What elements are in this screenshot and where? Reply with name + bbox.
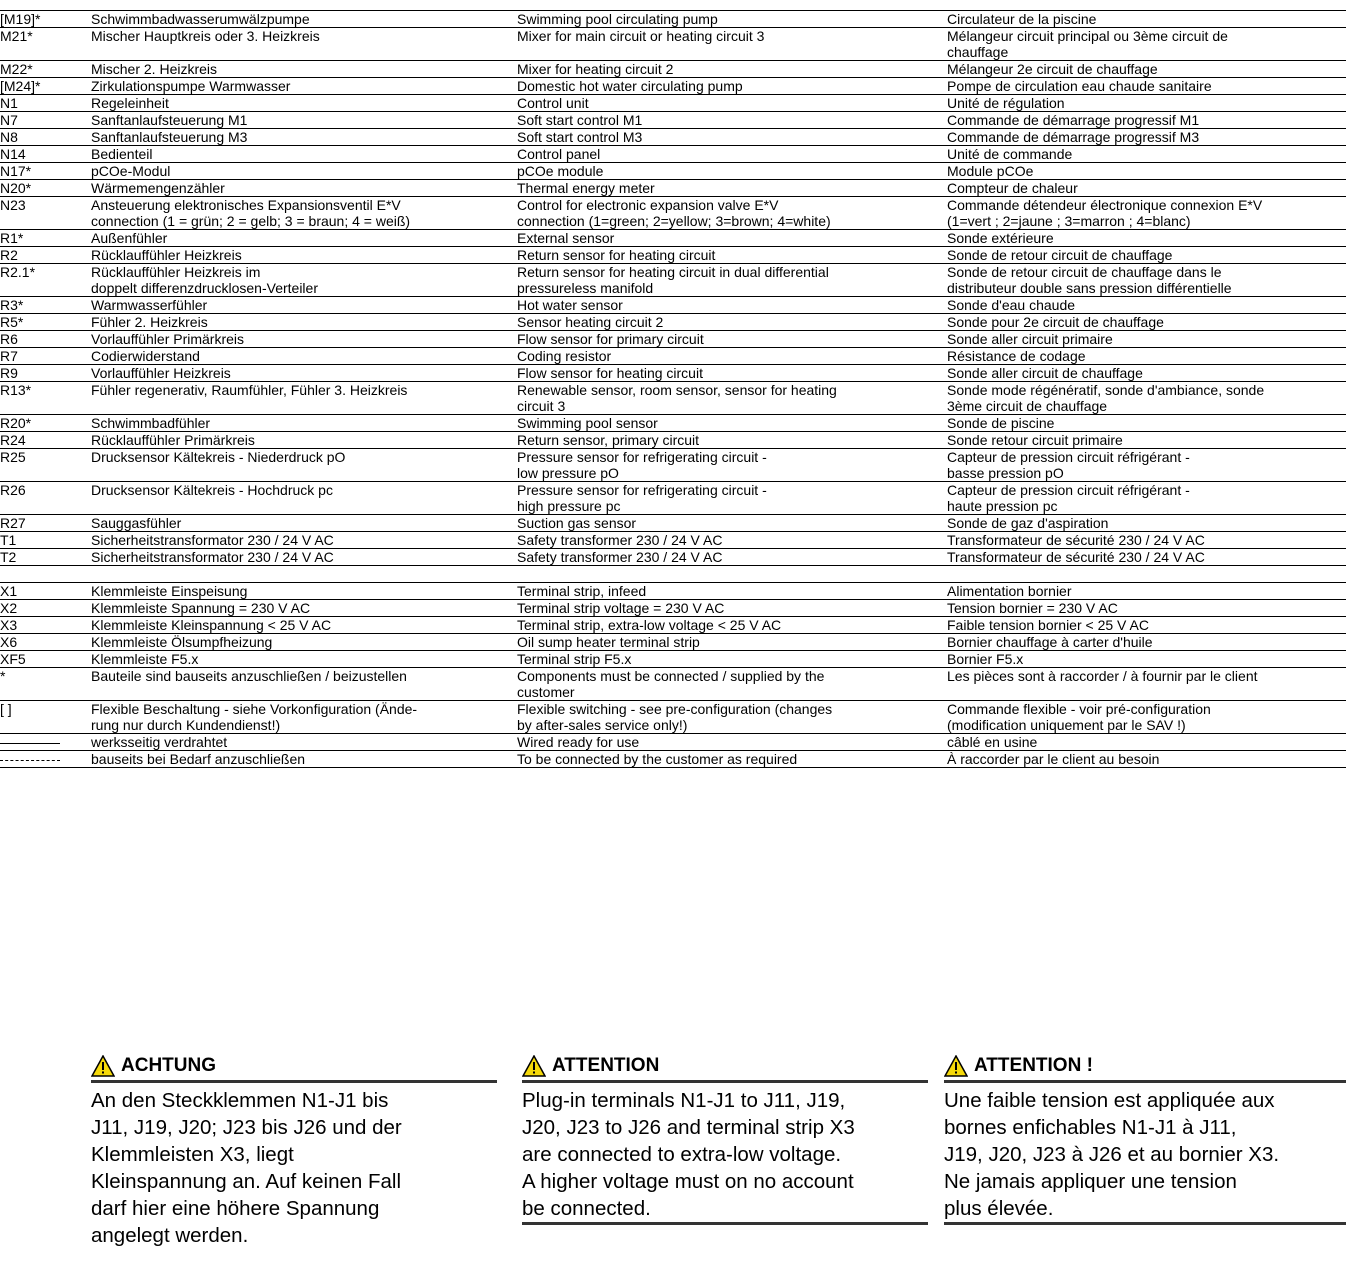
description-fr: Résistance de codage: [944, 348, 1346, 365]
component-code: X1: [0, 583, 83, 600]
description-fr: Circulateur de la piscine: [944, 11, 1346, 28]
warning-triangle-icon: [522, 1055, 546, 1077]
component-code: X2: [0, 600, 83, 617]
description-fr: Transformateur de sécurité 230 / 24 V AC: [944, 532, 1346, 549]
component-code: [ ]: [0, 701, 83, 734]
description-en: Soft start control M3: [514, 129, 944, 146]
table-row: [0, 701, 1346, 734]
description-en: Terminal strip voltage = 230 V AC: [514, 600, 944, 617]
description-en: Swimming pool sensor: [514, 415, 944, 432]
description-en: Suction gas sensor: [514, 515, 944, 532]
warning-en: [522, 1052, 928, 1225]
description-de: Bedienteil: [83, 146, 514, 163]
component-code: N17*: [0, 163, 83, 180]
table-row: [0, 617, 1346, 634]
description-fr: Les pièces sont à raccorder / à fournir par le client: [944, 668, 1346, 701]
table-row: [0, 549, 1346, 566]
description-fr: Unité de commande: [944, 146, 1346, 163]
description-de: Klemmleiste Kleinspannung < 25 V AC: [83, 617, 514, 634]
description-fr: Alimentation bornier: [944, 583, 1346, 600]
description-en: Terminal strip F5.x: [514, 651, 944, 668]
description-en: Components must be connected / supplied by the customer: [514, 668, 944, 701]
component-code: *: [0, 668, 83, 701]
table-row: [0, 365, 1346, 382]
spacer-cell: [83, 566, 514, 583]
component-code: N23: [0, 197, 83, 230]
table-row: [0, 668, 1346, 701]
warning-fr-header: [944, 1052, 1346, 1083]
description-de: Sicherheitstransformator 230 / 24 V AC: [83, 532, 514, 549]
description-en: Control unit: [514, 95, 944, 112]
description-en: Flexible switching - see pre-configuration (changes by after-sales service only!): [514, 701, 944, 734]
description-en: Coding resistor: [514, 348, 944, 365]
table-row: [0, 61, 1346, 78]
description-fr: Capteur de pression circuit réfrigérant - basse pression pO: [944, 449, 1346, 482]
legend-body: [0, 11, 1346, 768]
description-de: Sauggasfühler: [83, 515, 514, 532]
description-en: Renewable sensor, room sensor, sensor for heating circuit 3: [514, 382, 944, 415]
warning-en-rule: [522, 1222, 928, 1225]
component-code: R2: [0, 247, 83, 264]
component-code: R26: [0, 482, 83, 515]
warning-fr-body: Une faible tension est appliquée aux bornes enfichables N1-J1 à J11, J19, J20, J23 à J26 et au bornier X3. Ne jamais appliquer une tension plus élevée.: [944, 1089, 1280, 1220]
component-code: X3: [0, 617, 83, 634]
table-row: [0, 482, 1346, 515]
description-fr: Faible tension bornier < 25 V AC: [944, 617, 1346, 634]
wire-customer-symbol: [0, 751, 83, 768]
description-de: Klemmleiste Spannung = 230 V AC: [83, 600, 514, 617]
description-de: pCOe-Modul: [83, 163, 514, 180]
warning-en-title: ATTENTION: [552, 1055, 660, 1076]
component-code: R20*: [0, 415, 83, 432]
description-fr: Sonde mode régénératif, sonde d'ambiance, sonde 3ème circuit de chauffage: [944, 382, 1346, 415]
warning-fr-rule: [944, 1222, 1346, 1225]
description-fr: Compteur de chaleur: [944, 180, 1346, 197]
component-code: R24: [0, 432, 83, 449]
table-row: [0, 180, 1346, 197]
description-en: Flow sensor for heating circuit: [514, 365, 944, 382]
solid-line-icon: [0, 743, 60, 744]
table-row: [0, 751, 1346, 768]
description-de: Klemmleiste Einspeisung: [83, 583, 514, 600]
component-code: T1: [0, 532, 83, 549]
component-code: X6: [0, 634, 83, 651]
description-en: Mixer for heating circuit 2: [514, 61, 944, 78]
description-de: Fühler 2. Heizkreis: [83, 314, 514, 331]
component-code: R2.1*: [0, 264, 83, 297]
description-fr: Mélangeur 2e circuit de chauffage: [944, 61, 1346, 78]
description-fr: Commande détendeur électronique connexion E*V (1=vert ; 2=jaune ; 3=marron ; 4=blanc): [944, 197, 1346, 230]
description-en: Safety transformer 230 / 24 V AC: [514, 549, 944, 566]
table-row: [0, 348, 1346, 365]
table-row: [0, 95, 1346, 112]
description-en: Soft start control M1: [514, 112, 944, 129]
component-code: N14: [0, 146, 83, 163]
description-fr: Unité de régulation: [944, 95, 1346, 112]
description-fr: Sonde de retour circuit de chauffage: [944, 247, 1346, 264]
description-de: Vorlauffühler Heizkreis: [83, 365, 514, 382]
description-fr: Sonde d'eau chaude: [944, 297, 1346, 314]
description-fr: Sonde aller circuit primaire: [944, 331, 1346, 348]
description-de: Wärmemengenzähler: [83, 180, 514, 197]
warning-triangle-icon: [944, 1055, 968, 1077]
component-code: R13*: [0, 382, 83, 415]
description-fr: câblé en usine: [944, 734, 1346, 751]
component-code: R3*: [0, 297, 83, 314]
description-fr: Commande de démarrage progressif M1: [944, 112, 1346, 129]
description-fr: Tension bornier = 230 V AC: [944, 600, 1346, 617]
description-en: Sensor heating circuit 2: [514, 314, 944, 331]
table-row: [0, 651, 1346, 668]
table-row: [0, 28, 1346, 61]
description-en: Safety transformer 230 / 24 V AC: [514, 532, 944, 549]
table-row: [0, 112, 1346, 129]
description-fr: Sonde de gaz d'aspiration: [944, 515, 1346, 532]
component-code: N20*: [0, 180, 83, 197]
description-fr: Module pCOe: [944, 163, 1346, 180]
dashed-line-icon: [0, 760, 60, 761]
description-en: Thermal energy meter: [514, 180, 944, 197]
legend-table: [0, 10, 1346, 768]
warning-fr-title: ATTENTION !: [974, 1055, 1093, 1076]
description-en: Pressure sensor for refrigerating circuit - low pressure pO: [514, 449, 944, 482]
description-en: Terminal strip, extra-low voltage < 25 V AC: [514, 617, 944, 634]
description-fr: Sonde pour 2e circuit de chauffage: [944, 314, 1346, 331]
description-de: Bauteile sind bauseits anzuschließen / beizustellen: [83, 668, 514, 701]
description-fr: Commande flexible - voir pré-configuration (modification uniquement par le SAV !): [944, 701, 1346, 734]
description-de: Rücklauffühler Heizkreis im doppelt differenzdrucklosen-Verteiler: [83, 264, 514, 297]
spacer-cell: [0, 566, 83, 583]
description-en: Return sensor for heating circuit in dual differential pressureless manifold: [514, 264, 944, 297]
description-de: Rücklauffühler Primärkreis: [83, 432, 514, 449]
description-fr: Commande de démarrage progressif M3: [944, 129, 1346, 146]
description-de: Schwimmbadwasserumwälzpumpe: [83, 11, 514, 28]
description-fr: À raccorder par le client au besoin: [944, 751, 1346, 768]
description-de: Außenfühler: [83, 230, 514, 247]
description-en: To be connected by the customer as required: [514, 751, 944, 768]
table-row: [0, 532, 1346, 549]
description-en: Wired ready for use: [514, 734, 944, 751]
warning-de-body: An den Steckklemmen N1-J1 bis J11, J19, J20; J23 bis J26 und der Klemmleisten X3, liegt Kleinspannung an. Auf keinen Fall darf hier eine höhere Spannung angelegt werden.: [91, 1089, 402, 1247]
description-en: Flow sensor for primary circuit: [514, 331, 944, 348]
description-en: Hot water sensor: [514, 297, 944, 314]
warning-de: [91, 1052, 497, 1249]
table-row: [0, 163, 1346, 180]
warning-de-title: ACHTUNG: [121, 1055, 216, 1076]
table-row: [0, 129, 1346, 146]
description-fr: Bornier F5.x: [944, 651, 1346, 668]
component-code: R7: [0, 348, 83, 365]
description-de: Sanftanlaufsteuerung M1: [83, 112, 514, 129]
description-fr: Sonde aller circuit de chauffage: [944, 365, 1346, 382]
component-code: N7: [0, 112, 83, 129]
description-en: Return sensor, primary circuit: [514, 432, 944, 449]
component-code: R9: [0, 365, 83, 382]
description-de: Schwimmbadfühler: [83, 415, 514, 432]
description-en: pCOe module: [514, 163, 944, 180]
description-fr: Transformateur de sécurité 230 / 24 V AC: [944, 549, 1346, 566]
description-fr: Sonde retour circuit primaire: [944, 432, 1346, 449]
spacer-row: [0, 566, 1346, 583]
component-code: M21*: [0, 28, 83, 61]
component-code: R25: [0, 449, 83, 482]
description-fr: Capteur de pression circuit réfrigérant - haute pression pc: [944, 482, 1346, 515]
description-de: Sicherheitstransformator 230 / 24 V AC: [83, 549, 514, 566]
description-de: bauseits bei Bedarf anzuschließen: [83, 751, 514, 768]
description-en: Control panel: [514, 146, 944, 163]
table-row: [0, 146, 1346, 163]
warning-triangle-icon: [91, 1055, 115, 1077]
description-en: Pressure sensor for refrigerating circuit - high pressure pc: [514, 482, 944, 515]
description-fr: Pompe de circulation eau chaude sanitaire: [944, 78, 1346, 95]
table-row: [0, 78, 1346, 95]
description-de: Codierwiderstand: [83, 348, 514, 365]
component-code: R1*: [0, 230, 83, 247]
table-row: [0, 449, 1346, 482]
description-de: Mischer Hauptkreis oder 3. Heizkreis: [83, 28, 514, 61]
warning-en-body: Plug-in terminals N1-J1 to J11, J19, J20, J23 to J26 and terminal strip X3 are connected to extra-low voltage. A higher voltage must on no account be connected.: [522, 1089, 855, 1220]
description-de: Rücklauffühler Heizkreis: [83, 247, 514, 264]
table-row: [0, 297, 1346, 314]
component-code: XF5: [0, 651, 83, 668]
warning-de-header: [91, 1052, 497, 1083]
description-fr: Sonde de retour circuit de chauffage dans le distributeur double sans pression différentielle: [944, 264, 1346, 297]
description-de: Sanftanlaufsteuerung M3: [83, 129, 514, 146]
description-en: Return sensor for heating circuit: [514, 247, 944, 264]
table-row: [0, 415, 1346, 432]
component-code: [M19]*: [0, 11, 83, 28]
component-code: T2: [0, 549, 83, 566]
table-row: [0, 264, 1346, 297]
description-de: Klemmleiste F5.x: [83, 651, 514, 668]
table-row: [0, 247, 1346, 264]
table-row: [0, 331, 1346, 348]
description-de: werksseitig verdrahtet: [83, 734, 514, 751]
table-row: [0, 314, 1346, 331]
warning-fr: [944, 1052, 1346, 1225]
spacer-cell: [944, 566, 1346, 583]
table-row: [0, 382, 1346, 415]
description-de: Fühler regenerativ, Raumfühler, Fühler 3. Heizkreis: [83, 382, 514, 415]
table-row: [0, 515, 1346, 532]
table-row: [0, 197, 1346, 230]
component-code: N8: [0, 129, 83, 146]
component-code: N1: [0, 95, 83, 112]
table-row: [0, 230, 1346, 247]
wire-factory-symbol: [0, 734, 83, 751]
description-fr: Bornier chauffage à carter d'huile: [944, 634, 1346, 651]
description-en: Oil sump heater terminal strip: [514, 634, 944, 651]
component-code: R27: [0, 515, 83, 532]
description-de: Mischer 2. Heizkreis: [83, 61, 514, 78]
table-row: [0, 583, 1346, 600]
description-en: External sensor: [514, 230, 944, 247]
description-de: Vorlauffühler Primärkreis: [83, 331, 514, 348]
description-en: Swimming pool circulating pump: [514, 11, 944, 28]
description-de: Drucksensor Kältekreis - Niederdruck pO: [83, 449, 514, 482]
description-de: Flexible Beschaltung - siehe Vorkonfiguration (Ände- rung nur durch Kundendienst!): [83, 701, 514, 734]
table-row: [0, 600, 1346, 617]
component-code: [M24]*: [0, 78, 83, 95]
description-de: Klemmleiste Ölsumpfheizung: [83, 634, 514, 651]
table-row: [0, 432, 1346, 449]
component-code: R5*: [0, 314, 83, 331]
description-en: Control for electronic expansion valve E*V connection (1=green; 2=yellow; 3=brown; 4=white): [514, 197, 944, 230]
table-row: [0, 11, 1346, 28]
description-fr: Sonde extérieure: [944, 230, 1346, 247]
table-row: [0, 634, 1346, 651]
component-code: M22*: [0, 61, 83, 78]
description-de: Warmwasserfühler: [83, 297, 514, 314]
description-en: Domestic hot water circulating pump: [514, 78, 944, 95]
description-de: Zirkulationspumpe Warmwasser: [83, 78, 514, 95]
description-fr: Mélangeur circuit principal ou 3ème circuit de chauffage: [944, 28, 1346, 61]
warning-en-header: [522, 1052, 928, 1083]
description-en: Mixer for main circuit or heating circuit 3: [514, 28, 944, 61]
description-de: Drucksensor Kältekreis - Hochdruck pc: [83, 482, 514, 515]
description-en: Terminal strip, infeed: [514, 583, 944, 600]
spacer-cell: [514, 566, 944, 583]
component-code: R6: [0, 331, 83, 348]
description-de: Regeleinheit: [83, 95, 514, 112]
table-row: [0, 734, 1346, 751]
description-fr: Sonde de piscine: [944, 415, 1346, 432]
description-de: Ansteuerung elektronisches Expansionsventil E*V connection (1 = grün; 2 = gelb; 3 = braun; 4 = weiß): [83, 197, 514, 230]
